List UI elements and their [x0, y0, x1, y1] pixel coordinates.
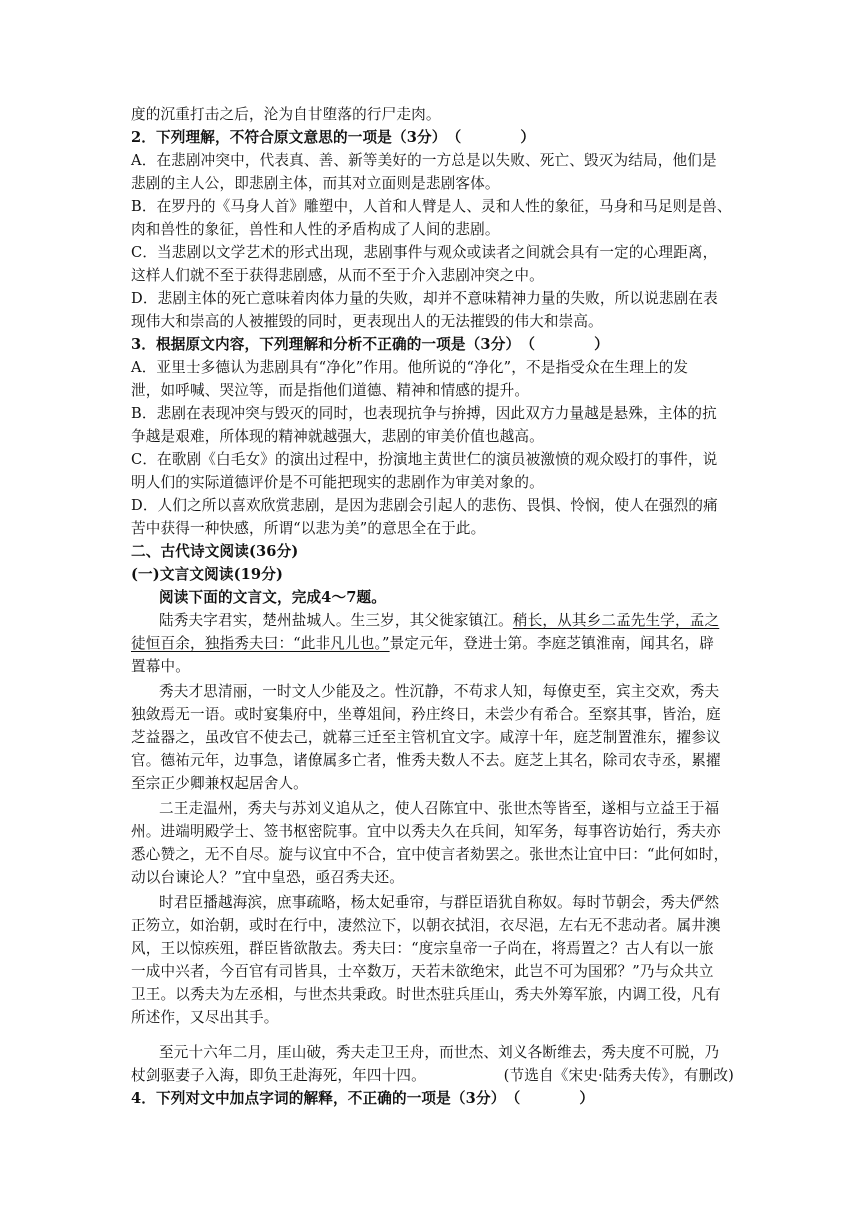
passage-line	[159, 610, 719, 632]
option-3c: C．在歌剧《白毛女》的演出过程中，扮演地主黄世仁的演员被激愤的观众殴打的事件，说	[131, 451, 718, 468]
option-3a-cont: 泄，如呼喊、哭泣等，而是指他们道德、精神和情感的提升。	[131, 382, 530, 399]
option-2a: A．在悲剧冲突中，代表真、善、新等美好的一方总是以失败、死亡、毁灭为结局，他们是	[131, 152, 717, 169]
passage-line: 一成中兴者，今百官有司皆具，士卒数万，天若未欲绝宋，此岂不可为国邪？”乃与众共立	[131, 963, 714, 980]
passage-line: 杖剑驱妻子入海，即负王赴海死，年四十四。	[131, 1067, 426, 1084]
passage-line: 独敛焉无一语。或时宴集府中，坐尊俎间，矜庄终日，未尝少有希合。至察其事，皆治，庭	[131, 706, 721, 723]
question-4: 4．下列对文中加点字词的解释，不正确的一项是（3分） （ ）	[131, 1090, 595, 1107]
subsection-heading: (一)文言文阅读(19分)	[131, 566, 284, 583]
question-3: 3．根据原文内容，下列理解和分析不正确的一项是（3分） （ ）	[131, 336, 609, 353]
source-citation: (节选自《宋史·陆秀夫传》，有删改)	[503, 1067, 734, 1084]
passage-line: 卫王。以秀夫为左丞相，与世杰共秉政。时世杰驻兵厓山，秀夫外筹军旅，内调工役，凡有	[131, 986, 721, 1003]
passage-line: 秀夫才思清丽，一时文人少能及之。性沉静，不苟求人知，每僚吏至，宾主交欢，秀夫	[159, 683, 720, 700]
passage-text: 陆秀夫字君实，楚州盐城人。生三岁，其父徙家镇江。	[159, 612, 513, 629]
section-heading: 二、古代诗文阅读(36分)	[131, 543, 299, 560]
instruction: 阅读下面的文言文，完成4～7题。	[159, 589, 387, 606]
option-2c: C．当悲剧以文学艺术的形式出现，悲剧事件与观众或读者之间就会具有一定的心理距离，	[131, 244, 718, 261]
passage-line: 州。进端明殿学士、签书枢密院事。宜中以秀夫久在兵间，知军务，每事咨访始行，秀夫亦	[131, 823, 721, 840]
passage-line: 所述作，又尽出其手。	[131, 1009, 279, 1026]
question-2: 2．下列理解，不符合原文意思的一项是（3分） （ ）	[131, 129, 536, 146]
option-2d-cont: 现伟大和崇高的人被摧毁的同时，更表现出人的无法摧毁的伟大和崇高。	[131, 313, 603, 330]
passage-line: 二王走温州，秀夫与苏刘义追从之，使人召陈宜中、张世杰等皆至，遂相与立益王于福	[159, 800, 720, 817]
option-3d-cont: 苦中获得一种快感，所谓“以悲为美”的意思全在于此。	[131, 520, 486, 537]
option-2d: D．悲剧主体的死亡意味着肉体力量的失败，却并不意味精神力量的失败，所以说悲剧在表	[131, 290, 718, 307]
passage-line: 动以台谏论人？”宜中皇恐，亟召秀夫还。	[131, 869, 404, 886]
underlined-sentence: 稍长，从其乡二孟先生学，孟之	[512, 612, 720, 629]
option-3c-cont: 明人们的实际道德评价是不可能把现实的悲剧作为审美对象的。	[131, 474, 544, 491]
passage-line: 悉心赞之，无不自尽。旋与议宜中不合，宜中使言者劾罢之。张世杰让宜中曰：“此何如时，	[131, 846, 729, 863]
passage-line: 官。德祐元年，边事急，诸僚属多亡者，惟秀夫数人不去。庭芝上其名，除司农寺丞，累擢	[131, 752, 721, 769]
passage-line: 置幕中。	[131, 658, 190, 675]
passage-line: 时君臣播越海滨，庶事疏略，杨太妃垂帘，与群臣语犹自称奴。每时节朝会，秀夫俨然	[159, 894, 720, 911]
option-2b-cont: 肉和兽性的象征，兽性和人性的矛盾构成了人间的悲剧。	[131, 221, 500, 238]
passage-line: 芝益器之，虽改官不使去己，就幕三迁至主管机宜文字。咸淳十年，庭芝制置淮东，擢参议	[131, 729, 721, 746]
passage-line: 风，王以惊疾殂，群臣皆欲散去。秀夫曰：“度宗皇帝一子尚在，将焉置之？古人有以一旅	[131, 940, 714, 957]
option-3b-cont: 争越是艰难，所体现的精神就越强大，悲剧的审美价值也越高。	[131, 428, 544, 445]
passage-line	[131, 633, 714, 655]
option-2b: B．在罗丹的《马身人首》雕塑中，人首和人臂是人、灵和人性的象征，马身和马足则是兽、	[131, 198, 732, 215]
passage-line: 至元十六年二月，厓山破，秀夫走卫王舟，而世杰、刘义各断维去，秀夫度不可脱，乃	[159, 1044, 720, 1061]
passage-text: 景定元年，登进士第。李庭芝镇淮南，闻其名，辟	[389, 635, 714, 652]
text-line: 度的沉重打击之后，沦为自甘堕落的行尸走肉。	[131, 106, 441, 123]
option-3b: B．悲剧在表现冲突与毁灭的同时，也表现抗争与拚搏，因此双方力量越是悬殊，主体的抗	[131, 405, 717, 422]
option-3d: D．人们之所以喜欢欣赏悲剧，是因为悲剧会引起人的悲伤、畏惧、怜悯，使人在强烈的痛	[131, 497, 718, 514]
passage-line: 正笏立，如治朝，或时在行中，凄然泣下，以朝衣拭泪，衣尽浥，左右无不悲动者。属井澳	[131, 917, 721, 934]
passage-line: 至宗正少卿兼权起居舍人。	[131, 775, 308, 792]
underlined-sentence: 徒恒百余，独指秀夫曰：“此非凡儿也。”	[131, 635, 390, 652]
option-3a: A．亚里士多德认为悲剧具有“净化”作用。他所说的“净化”，不是指受众在生理上的发	[131, 359, 689, 376]
option-2c-cont: 这样人们就不至于获得悲剧感，从而不至于介入悲剧冲突之中。	[131, 267, 544, 284]
option-2a-cont: 悲剧的主人公，即悲剧主体，而其对立面则是悲剧客体。	[131, 175, 500, 192]
